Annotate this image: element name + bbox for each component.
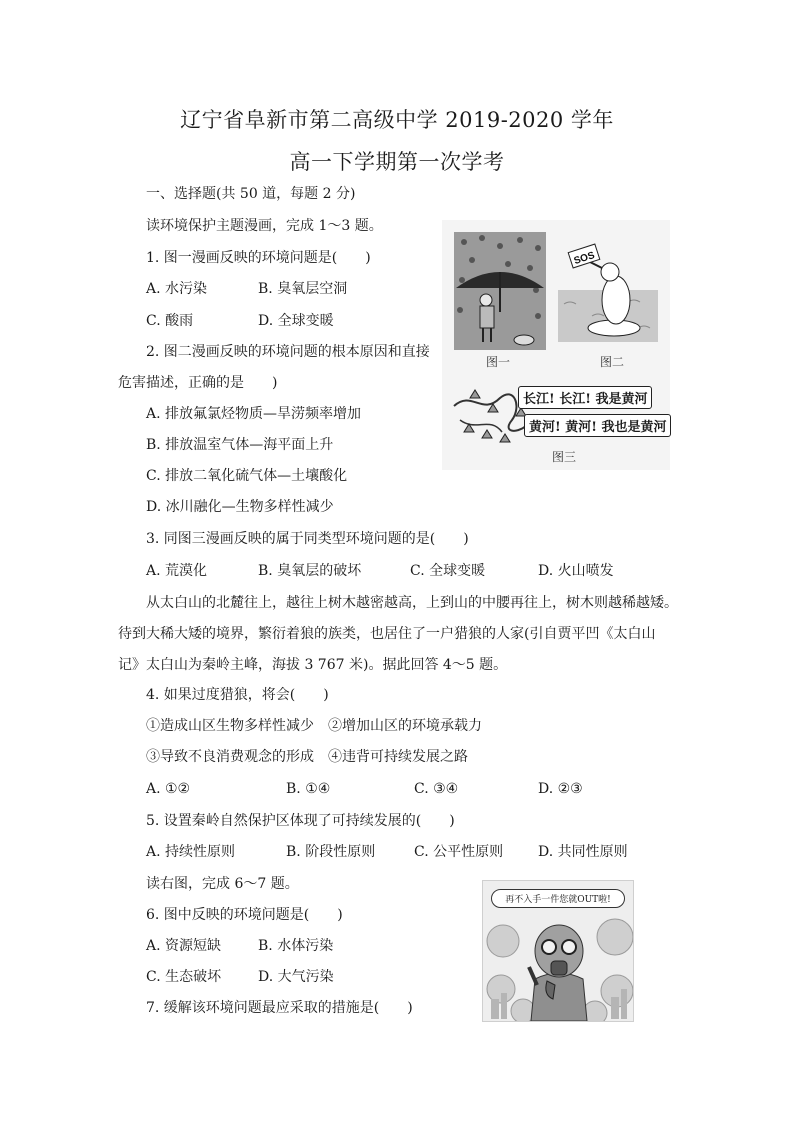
sos-sign-text: SOS (572, 250, 597, 268)
q2-option-c: C. 排放二氧化硫气体—土壤酸化 (146, 468, 348, 484)
q2-option-a: A. 排放氟氯烃物质—旱涝频率增加 (146, 406, 362, 422)
environment-cartoon-figure (442, 220, 670, 470)
passage-line2: 待到大稀大矮的境界，繁衍着狼的族类，也居住了一户猎狼的人家(引自贾平凹《太白山 (118, 626, 656, 642)
q6-stem: 6. 图中反映的环境问题是( ) (146, 907, 343, 923)
q4-option-a: A. ①② (146, 781, 191, 797)
q4-statements-2: ③导致不良消费观念的形成 ④违背可持续发展之路 (146, 749, 468, 765)
q4-statements-1: ①造成山区生物多样性减少 ②增加山区的环境承载力 (146, 718, 482, 734)
page-title-line1: 辽宁省阜新市第二高级中学 2019-2020 学年 (180, 108, 614, 132)
q5-option-a: A. 持续性原则 (146, 844, 236, 860)
q3-option-a: A. 荒漠化 (146, 563, 208, 579)
q1-option-a: A. 水污染 (146, 281, 208, 297)
q1-stem: 1. 图一漫画反映的环境问题是( ) (146, 250, 371, 266)
q4-option-d: D. ②③ (538, 781, 583, 797)
q6-option-d: D. 大气污染 (258, 969, 334, 985)
speech-bubble-huanghe: 黄河! 黄河! 我也是黄河 (524, 414, 671, 437)
q5-stem: 5. 设置秦岭自然保护区体现了可持续发展的( ) (146, 813, 455, 829)
section-heading: 一、选择题(共 50 道，每题 2 分) (146, 186, 356, 202)
figure-caption-3: 图三 (552, 450, 577, 464)
figure-caption-2: 图二 (600, 355, 625, 369)
q3-option-d: D. 火山喷发 (538, 563, 614, 579)
q1-option-c: C. 酸雨 (146, 313, 194, 329)
smog-speech-bubble: 再不入手一件您就OUT啦! (491, 889, 625, 908)
q6-option-c: C. 生态破坏 (146, 969, 222, 985)
speech-bubble-changjiang: 长江! 长江! 我是黄河 (518, 386, 652, 409)
q2-option-d: D. 冰川融化—生物多样性减少 (146, 499, 334, 515)
smog-cartoon-figure (482, 880, 634, 1022)
q5-option-c: C. 公平性原则 (414, 844, 504, 860)
q2-stem-line2: 危害描述，正确的是 ) (118, 375, 278, 391)
q4-option-c: C. ③④ (414, 781, 459, 797)
q3-option-b: B. 臭氧层的破坏 (258, 563, 362, 579)
q4-stem: 4. 如果过度猎狼，将会( ) (146, 687, 329, 703)
q6-option-b: B. 水体污染 (258, 938, 334, 954)
passage-line1: 从太白山的北麓往上，越往上树木越密越高，上到山的中腰再往上，树木则越稀越矮。 (146, 595, 678, 611)
q6-option-a: A. 资源短缺 (146, 938, 222, 954)
intro-1-3: 读环境保护主题漫画，完成 1～3 题。 (146, 218, 383, 234)
q3-stem: 3. 同图三漫画反映的属于同类型环境问题的是( ) (146, 531, 469, 547)
q5-option-d: D. 共同性原则 (538, 844, 628, 860)
intro-6-7: 读右图，完成 6～7 题。 (146, 876, 299, 892)
q2-option-b: B. 排放温室气体—海平面上升 (146, 437, 334, 453)
q5-option-b: B. 阶段性原则 (286, 844, 376, 860)
q7-stem: 7. 缓解该环境问题最应采取的措施是( ) (146, 1000, 413, 1016)
passage-line3: 记》太白山为秦岭主峰，海拔 3 767 米)。据此回答 4～5 题。 (118, 657, 508, 673)
q1-option-b: B. 臭氧层空洞 (258, 281, 348, 297)
q2-stem-line1: 2. 图二漫画反映的环境问题的根本原因和直接 (146, 344, 430, 360)
q3-option-c: C. 全球变暖 (410, 563, 486, 579)
q1-option-d: D. 全球变暖 (258, 313, 334, 329)
page-title-line2: 高一下学期第一次学考 (289, 150, 505, 174)
figure-caption-1: 图一 (486, 355, 511, 369)
q4-option-b: B. ①④ (286, 781, 331, 797)
